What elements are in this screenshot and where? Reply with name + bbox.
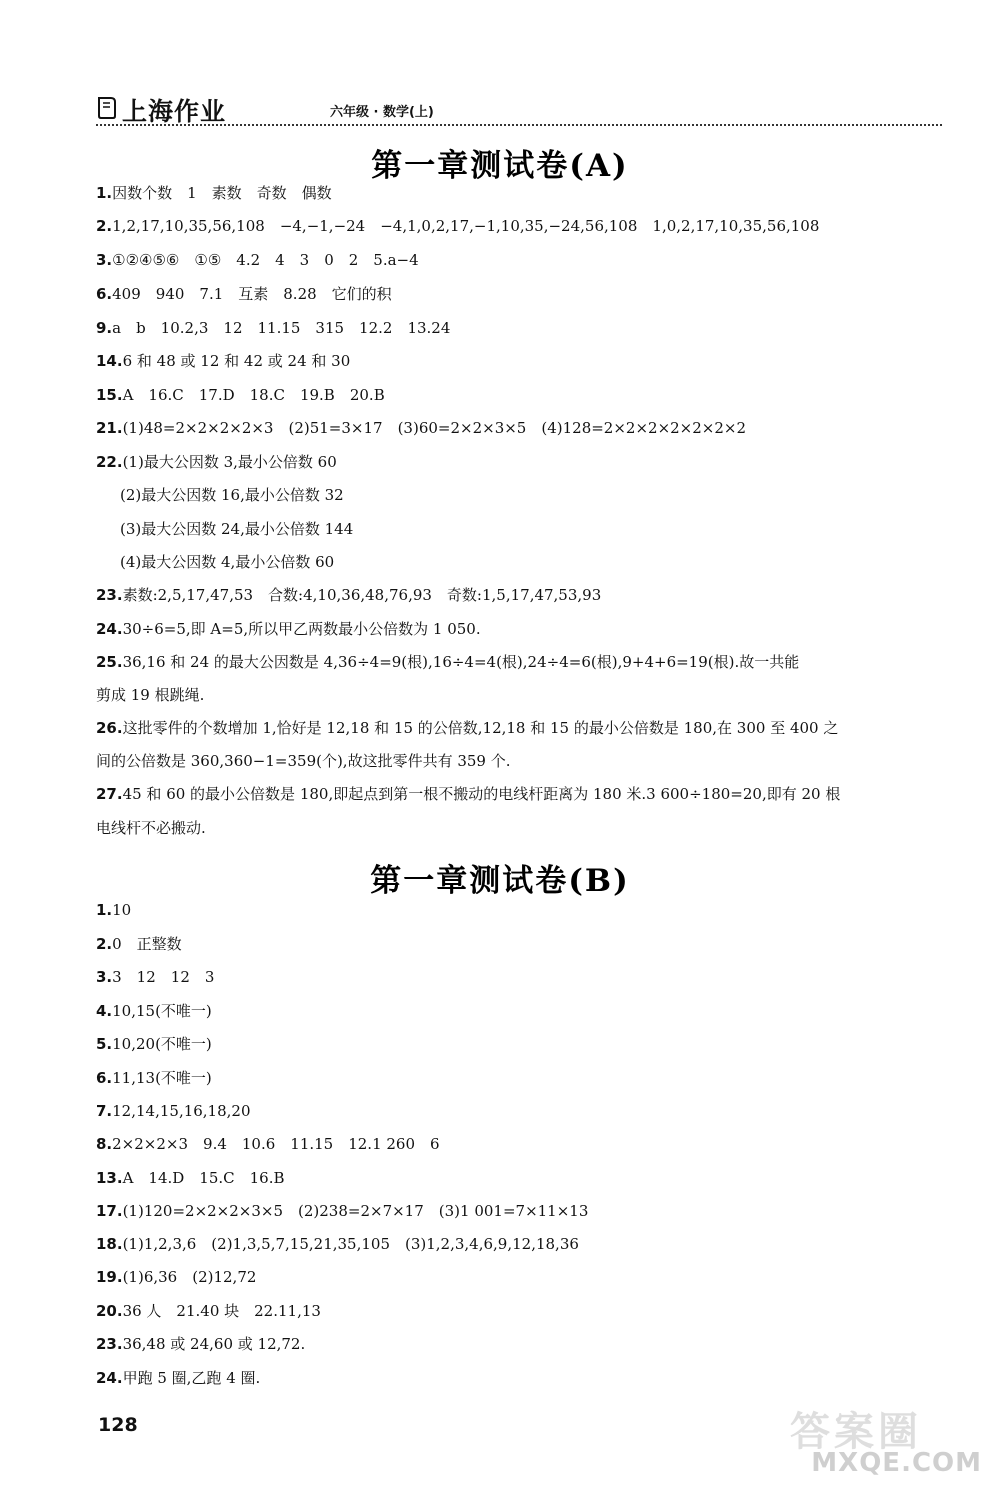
answer-line bbox=[96, 900, 131, 920]
question-number: 3. bbox=[96, 251, 113, 269]
watermark-logo: 答案圈 bbox=[790, 1409, 922, 1455]
question-number: 20. bbox=[96, 1302, 123, 1320]
answer-text: (1)48=2×2×2×2×3 (2)51=3×17 (3)60=2×2×3×5 (4)128=2×2×2×2×2×2×2 bbox=[122, 419, 747, 437]
question-number: 2. bbox=[96, 217, 113, 235]
page-header bbox=[96, 90, 942, 130]
question-number: 24. bbox=[96, 620, 123, 638]
answer-line bbox=[96, 1001, 212, 1021]
grade-subject: 六年级 · 数学(上) bbox=[330, 105, 434, 120]
answer-text: (2)最大公因数 16,最小公倍数 32 bbox=[120, 486, 344, 504]
answer-line bbox=[96, 418, 746, 438]
answer-text: 409 940 7.1 互素 8.28 它们的积 bbox=[112, 285, 392, 303]
answer-text: 因数个数 1 素数 奇数 偶数 bbox=[112, 184, 332, 202]
answer-line bbox=[96, 284, 392, 304]
question-number: 23. bbox=[96, 586, 123, 604]
question-number: 15. bbox=[96, 386, 123, 404]
answer-text: A 14.D 15.C 16.B bbox=[122, 1169, 285, 1187]
answer-line bbox=[96, 784, 840, 804]
question-number: 21. bbox=[96, 419, 123, 437]
question-number: 26. bbox=[96, 719, 123, 737]
question-number: 23. bbox=[96, 1335, 123, 1353]
page-number: 128 bbox=[98, 1414, 138, 1436]
answer-text: 10,20(不唯一) bbox=[112, 1035, 212, 1053]
answer-text: 10,15(不唯一) bbox=[112, 1002, 212, 1020]
answer-line bbox=[120, 485, 344, 505]
question-number: 7. bbox=[96, 1102, 113, 1120]
answer-text: 0 正整数 bbox=[112, 935, 182, 953]
answer-line bbox=[96, 1201, 588, 1221]
answer-line bbox=[96, 818, 206, 838]
question-number: 27. bbox=[96, 785, 123, 803]
answer-line bbox=[96, 934, 182, 954]
question-number: 22. bbox=[96, 453, 123, 471]
answer-text: 45 和 60 的最小公倍数是 180,即起点到第一根不搬动的电线杆距离为 180 米.3 600÷180=20,即有 20 根 bbox=[122, 785, 841, 803]
answer-line bbox=[96, 1301, 321, 1321]
question-number: 18. bbox=[96, 1235, 123, 1253]
answer-line bbox=[96, 718, 838, 738]
answer-line bbox=[96, 351, 350, 371]
answer-line bbox=[96, 1168, 285, 1188]
question-number: 4. bbox=[96, 1002, 113, 1020]
answer-text: 电线杆不必搬动. bbox=[96, 819, 206, 837]
answer-text: A 16.C 17.D 18.C 19.B 20.B bbox=[122, 386, 385, 404]
question-number: 6. bbox=[96, 285, 113, 303]
answer-line bbox=[96, 967, 214, 987]
question-number: 24. bbox=[96, 1369, 123, 1387]
answer-text: 11,13(不唯一) bbox=[112, 1069, 212, 1087]
answer-line bbox=[120, 519, 353, 539]
answer-text: 间的公倍数是 360,360−1=359(个),故这批零件共有 359 个. bbox=[96, 752, 511, 770]
watermark-url: MXQE.COM bbox=[811, 1448, 982, 1478]
answer-text: 素数:2,5,17,47,53 合数:4,10,36,48,76,93 奇数:1,5,17,47,53,93 bbox=[122, 586, 602, 604]
answer-line bbox=[96, 318, 450, 338]
answer-text: 1,2,17,10,35,56,108 −4,−1,−24 −4,1,0,2,17,−1,10,35,−24,56,108 1,0,2,17,10,35,56,108 bbox=[112, 217, 820, 235]
answer-line bbox=[96, 1034, 212, 1054]
question-number: 9. bbox=[96, 319, 113, 337]
answer-line bbox=[120, 552, 334, 572]
answer-line bbox=[96, 1101, 251, 1121]
section-a-title: 第一章测试卷(A) bbox=[371, 148, 629, 184]
answer-text: 3 12 12 3 bbox=[112, 968, 215, 986]
answer-line bbox=[96, 1134, 440, 1154]
question-number: 3. bbox=[96, 968, 113, 986]
answer-text: 36 人 21.40 块 22.11,13 bbox=[122, 1302, 321, 1320]
answer-line bbox=[96, 652, 799, 672]
question-number: 1. bbox=[96, 901, 113, 919]
question-number: 2. bbox=[96, 935, 113, 953]
answer-text: 6 和 48 或 12 和 42 或 24 和 30 bbox=[122, 352, 351, 370]
answer-text: (1)1,2,3,6 (2)1,3,5,7,15,21,35,105 (3)1,2,3,4,6,9,12,18,36 bbox=[122, 1235, 579, 1253]
brand-title: 上海作业 bbox=[122, 97, 227, 126]
question-number: 8. bbox=[96, 1135, 113, 1153]
answer-text: (1)6,36 (2)12,72 bbox=[122, 1268, 257, 1286]
question-number: 5. bbox=[96, 1035, 113, 1053]
question-number: 19. bbox=[96, 1268, 123, 1286]
answer-text: 12,14,15,16,18,20 bbox=[112, 1102, 251, 1120]
answer-text: 36,16 和 24 的最大公因数是 4,36÷4=9(根),16÷4=4(根),24÷4=6(根),9+4+6=19(根).故一共能 bbox=[122, 653, 800, 671]
answer-line bbox=[96, 385, 385, 405]
answer-line bbox=[96, 1068, 212, 1088]
answer-line bbox=[96, 452, 337, 472]
answer-text: 2×2×2×3 9.4 10.6 11.15 12.1 260 6 bbox=[112, 1135, 440, 1153]
question-number: 1. bbox=[96, 184, 113, 202]
answer-text: a b 10.2,3 12 11.15 315 12.2 13.24 bbox=[112, 319, 451, 337]
question-number: 25. bbox=[96, 653, 123, 671]
question-number: 17. bbox=[96, 1202, 123, 1220]
answer-line bbox=[96, 183, 332, 203]
answer-text: (3)最大公因数 24,最小公倍数 144 bbox=[120, 520, 354, 538]
header-divider bbox=[96, 124, 942, 126]
section-b-title: 第一章测试卷(B) bbox=[370, 863, 630, 899]
answer-line bbox=[96, 1267, 256, 1287]
answer-line bbox=[96, 1334, 305, 1354]
answer-line bbox=[96, 751, 511, 771]
answer-text: 10 bbox=[112, 901, 132, 919]
question-number: 14. bbox=[96, 352, 123, 370]
answer-text: ①②④⑤⑥ ①⑤ 4.2 4 3 0 2 5.a−4 bbox=[112, 251, 419, 269]
answer-line bbox=[96, 216, 819, 236]
answer-text: (1)120=2×2×2×3×5 (2)238=2×7×17 (3)1 001=7×11×13 bbox=[122, 1202, 589, 1220]
answer-text: 36,48 或 24,60 或 12,72. bbox=[122, 1335, 306, 1353]
question-number: 13. bbox=[96, 1169, 123, 1187]
answer-line bbox=[96, 619, 481, 639]
answer-text: (1)最大公因数 3,最小公倍数 60 bbox=[122, 453, 337, 471]
book-logo-icon bbox=[96, 96, 118, 120]
watermark bbox=[790, 1400, 990, 1480]
answer-line bbox=[96, 685, 204, 705]
answer-text: 这批零件的个数增加 1,恰好是 12,18 和 15 的公倍数,12,18 和 15 的最小公倍数是 180,在 300 至 400 之 bbox=[122, 719, 839, 737]
question-number: 6. bbox=[96, 1069, 113, 1087]
answer-text: 30÷6=5,即 A=5,所以甲乙两数最小公倍数为 1 050. bbox=[122, 620, 481, 638]
answer-text: 甲跑 5 圈,乙跑 4 圈. bbox=[122, 1369, 261, 1387]
answer-line bbox=[96, 1368, 260, 1388]
answer-text: 剪成 19 根跳绳. bbox=[96, 686, 205, 704]
answer-text: (4)最大公因数 4,最小公倍数 60 bbox=[120, 553, 335, 571]
answer-line bbox=[96, 585, 601, 605]
answer-line bbox=[96, 250, 419, 270]
answer-line bbox=[96, 1234, 579, 1254]
